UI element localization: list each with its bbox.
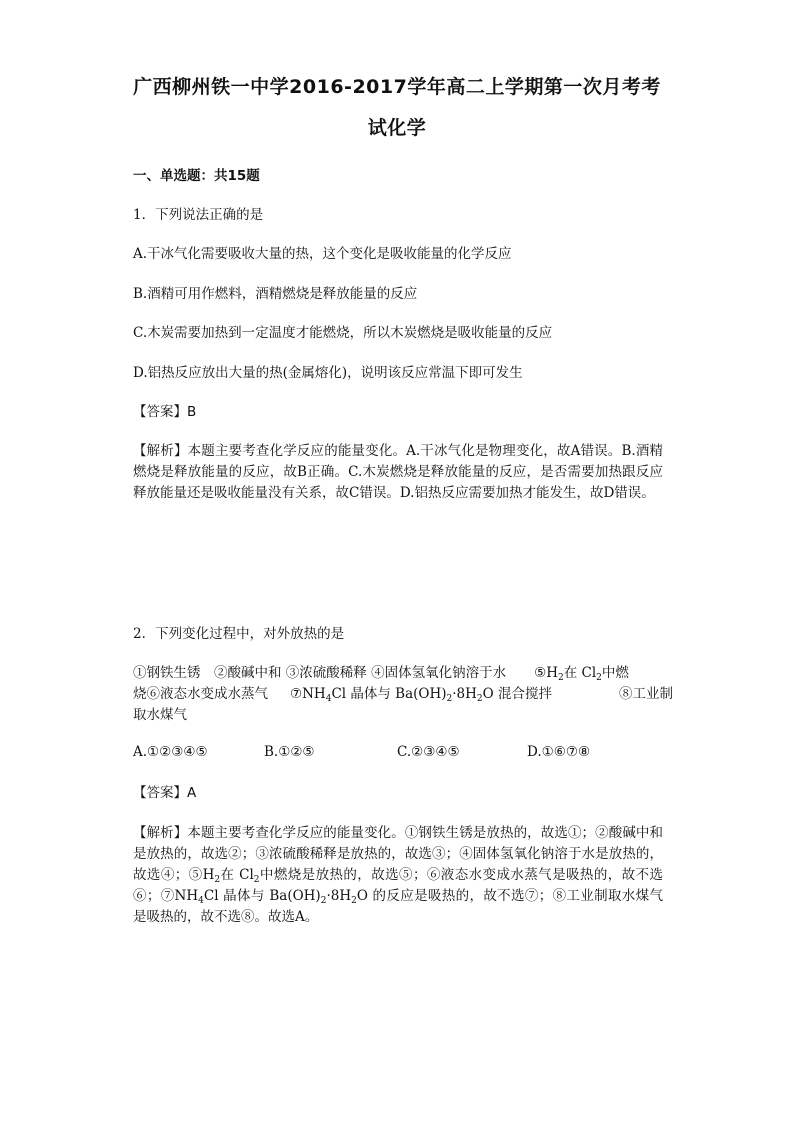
q2-option-d: D.①⑥⑦⑧ — [527, 744, 591, 760]
q2-analysis-p3: 中燃烧是放热的，故选⑤；⑥液态水变成水蒸气是吸热的，故不选⑥；⑦NH — [133, 867, 663, 904]
q2-analysis-p6: O 的反应是吸热的，故不选⑦；⑧工业制取水煤气是吸热的，故不选⑧。故选A。 — [133, 888, 664, 925]
q2-item-5a: ⑤H — [534, 665, 558, 681]
q1-option-c: C.木炭需要加热到一定温度才能燃烧，所以木炭燃烧是吸收能量的反应 — [133, 325, 553, 341]
q2-option-a: A.①②③④⑤ — [133, 744, 208, 760]
document-title-line-1: 广西柳州铁一中学2016-2017学年高二上学期第一次月考考 — [133, 76, 661, 98]
q2-stem: 2．下列变化过程中，对外放热的是 — [133, 626, 345, 642]
q2-item-5-sub: 2 — [557, 673, 564, 683]
q2-analysis-p4: Cl 晶体与 Ba(OH) — [203, 888, 321, 904]
q2-item-7d: O 混合搅拌 — [482, 686, 552, 702]
q2-items-1-4: ①钢铁生锈 ②酸碱中和 ③浓硫酸稀释 ④固体氢氧化钠溶于水 — [133, 665, 507, 681]
document-title-line-2: 试化学 — [367, 117, 427, 139]
q2-analysis-sub3: 4 — [198, 896, 204, 906]
q2-option-c: C.②③④⑤ — [397, 744, 460, 760]
q2-analysis — [133, 823, 663, 928]
q2-analysis-sub4: 2 — [320, 896, 327, 906]
q2-item-6: 烧⑥液态水变成水蒸气 — [133, 686, 268, 702]
q2-analysis-sub5: 2 — [351, 896, 357, 906]
q2-option-b: B.①②⑤ — [264, 744, 315, 760]
q1-stem: 1．下列说法正确的是 — [133, 207, 264, 223]
q2-item-7b: Cl 晶体与 Ba(OH) — [331, 686, 447, 702]
q2-item-8a: ⑧工业制 — [619, 686, 673, 702]
q1-analysis: 【解析】本题主要考查化学反应的能量变化。A.干冰气化是物理变化，故A错误。B.酒精燃烧是释放能量的反应，故B正确。C.木炭燃烧是释放能量的反应，是否需要加热跟反应释放能量还是吸收能量没有关系，故C错误。D.铝热反应需要加热才能发生，故D错误。 — [133, 443, 663, 501]
q2-item-7c: ·8H — [452, 686, 477, 702]
q2-analysis-sub2: 2 — [253, 875, 260, 885]
q1-option-a: A.干冰气化需要吸收大量的热，这个变化是吸收能量的化学反应 — [133, 246, 512, 262]
q2-items-line-2 — [133, 684, 673, 705]
q2-analysis-p1: 【解析】本题主要考查化学反应的能量变化。①钢铁生锈是放热的，故选①；②酸碱中和是放热的，故选②；③浓硫酸稀释是放热的，故选③；④固体氢氧化钠溶于水是放热的，故选④；⑤H — [133, 825, 663, 883]
q2-answer: 【答案】A — [133, 785, 197, 801]
q2-item-5b: 在 Cl — [563, 665, 597, 681]
q2-item-7-sub3: 2 — [476, 694, 483, 704]
q2-item-8b: 取水煤气 — [133, 707, 187, 723]
q1-option-d: D.铝热反应放出大量的热(金属熔化)，说明该反应常温下即可发生 — [133, 365, 523, 381]
q1-answer: 【答案】B — [133, 404, 197, 420]
q2-item-5c: 中燃 — [601, 665, 629, 681]
q2-item-7-sub2: 2 — [446, 694, 453, 704]
q2-item-7a: ⑦NH — [290, 686, 326, 702]
q2-analysis-sub1: 2 — [214, 875, 221, 885]
q2-analysis-p2: 在 Cl — [220, 867, 254, 883]
q2-analysis-p5: ·8H — [326, 888, 352, 904]
section-heading: 一、单选题：共15题 — [133, 168, 260, 184]
q2-item-7-sub: 4 — [325, 694, 332, 704]
q1-option-b: B.酒精可用作燃料，酒精燃烧是释放能量的反应 — [133, 286, 418, 302]
q2-items-line-1 — [133, 663, 673, 684]
q2-item-5-sub2: 2 — [596, 673, 602, 683]
